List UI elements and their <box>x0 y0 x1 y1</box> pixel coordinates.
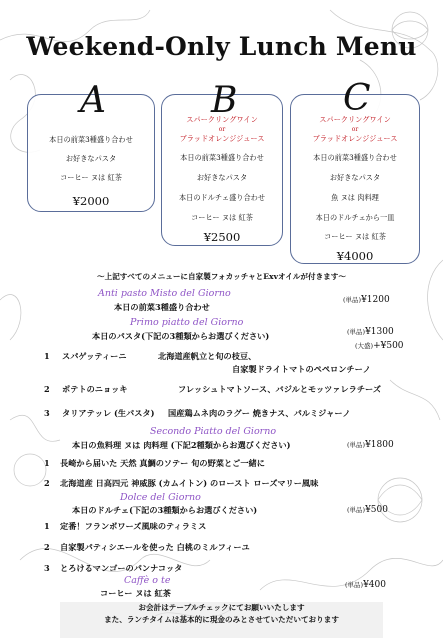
card-line: コーヒー ヌは 紅茶 <box>324 232 386 241</box>
menu-card-a <box>27 80 155 212</box>
card-line: 本日の前菜3種盛り合わせ <box>49 135 133 144</box>
card-line: お好きなパスタ <box>196 173 248 182</box>
secondo-item: 長崎から届いた 天然 真鯛のソテー 旬の野菜とご一緒に <box>60 458 265 468</box>
card-line: コーヒー ヌは 紅茶 <box>191 213 253 222</box>
secondo-dish: 本日の魚料理 ヌは 肉料理 (下記2種類からお選びください) <box>72 440 291 450</box>
primo-item-desc: 北海道産帆立と旬の枝豆、 <box>158 351 257 361</box>
primo-item-name: タリアテッレ (生パスタ) <box>62 408 155 418</box>
drink-option: ブラッドオレンジジュース <box>179 134 265 143</box>
drink-option: ブラッドオレンジジュース <box>312 134 398 143</box>
secondo-price: (単品)¥1800 <box>347 440 394 450</box>
card-line: お好きなパスタ <box>329 173 381 182</box>
card-price: ¥2500 <box>203 230 241 244</box>
card-price: ¥4000 <box>336 249 374 263</box>
dolce-item: とろけるマンゴーのパンナコッタ <box>60 563 183 573</box>
caffe-price: (単品)¥400 <box>345 580 386 590</box>
section-heading-antipasto: Anti pasto Misto del Giorno <box>98 288 231 299</box>
card-letter: C <box>343 78 371 119</box>
dolce-dish: 本日のドルチェ(下記の3種類からお選びください) <box>72 505 258 515</box>
menu-card-c <box>290 78 420 264</box>
footer-note <box>60 602 383 638</box>
item-number: 2 <box>44 542 50 552</box>
card-line: お好きなパスタ <box>65 154 117 163</box>
section-heading-secondo: Secondo Piatto del Giorno <box>150 426 277 437</box>
caffe-dish: コーヒー ヌは 紅茶 <box>100 588 171 598</box>
primo-price: (単品)¥1300 <box>347 327 394 337</box>
drink-or: or <box>218 126 226 133</box>
menu-card-b <box>161 80 283 246</box>
drink-option: スパークリングワイン <box>186 115 258 124</box>
primo-extra-price: (大盛)+¥500 <box>355 341 404 351</box>
card-letter: B <box>211 80 238 121</box>
item-number: 1 <box>44 521 50 531</box>
card-line: 魚 ヌは 肉料理 <box>331 193 379 202</box>
dolce-item: 自家製パティシエールを使った 白桃のミルフィーユ <box>60 542 250 552</box>
section-heading-dolce: Dolce del Giorno <box>120 492 201 503</box>
item-number: 3 <box>44 563 50 573</box>
section-heading-primo: Primo piatto del Giorno <box>130 317 244 328</box>
dolce-item: 定番！フランボワーズ風味のティラミス <box>60 521 207 531</box>
primo-dish: 本日のパスタ(下記の3種類からお選びください) <box>92 331 270 341</box>
section-heading-caffe: Caffè o te <box>124 575 171 586</box>
item-number: 1 <box>44 458 50 468</box>
primo-item-desc2: 自家製ドライトマトのペペロンチーノ <box>232 364 371 374</box>
primo-item-desc: フレッシュトマトソース、バジルとモッツァレラチーズ <box>178 384 382 394</box>
card-line: コーヒー ヌは 紅茶 <box>60 173 122 182</box>
drink-or: or <box>351 126 359 133</box>
card-line: 本日の前菜3種盛り合わせ <box>180 153 264 162</box>
secondo-item: 北海道産 日高四元 神威豚 (カムイトン) のロースト ローズマリー風味 <box>60 478 319 488</box>
card-letter: A <box>80 80 106 121</box>
item-number: 2 <box>44 478 50 488</box>
primo-item-name: ポテトのニョッキ <box>62 384 128 394</box>
card-price: ¥2000 <box>72 194 110 208</box>
card-line: 本日のドルチェから一皿 <box>315 213 395 222</box>
antipasto-dish: 本日の前菜3種盛り合わせ <box>114 302 210 312</box>
antipasto-price: (単品)¥1200 <box>343 295 390 305</box>
item-number: 1 <box>44 351 50 361</box>
notice-text: 〜上記すべてのメニューに自家製フォカッチャとExvオイルが付きます〜 <box>97 272 346 281</box>
drink-option: スパークリングワイン <box>319 115 391 124</box>
primo-item-name: スパゲッティーニ <box>62 351 127 361</box>
card-line: 本日の前菜3種盛り合わせ <box>313 153 397 162</box>
primo-item-desc: 国産鶏ムネ肉のラグー 焼きナス、パルミジャーノ <box>168 408 351 418</box>
footer-line: お会計はテーブルチェックにてお願いいたします <box>138 603 305 612</box>
item-number: 3 <box>44 408 50 418</box>
card-line: 本日のドルチェ盛り合わせ <box>178 193 266 202</box>
page-title: Weekend-Only Lunch Menu <box>26 32 417 61</box>
footer-line: また、ランチタイムは基本的に現金のみとさせていただいております <box>104 615 339 624</box>
dolce-price: (単品)¥500 <box>347 505 388 515</box>
item-number: 2 <box>44 384 50 394</box>
